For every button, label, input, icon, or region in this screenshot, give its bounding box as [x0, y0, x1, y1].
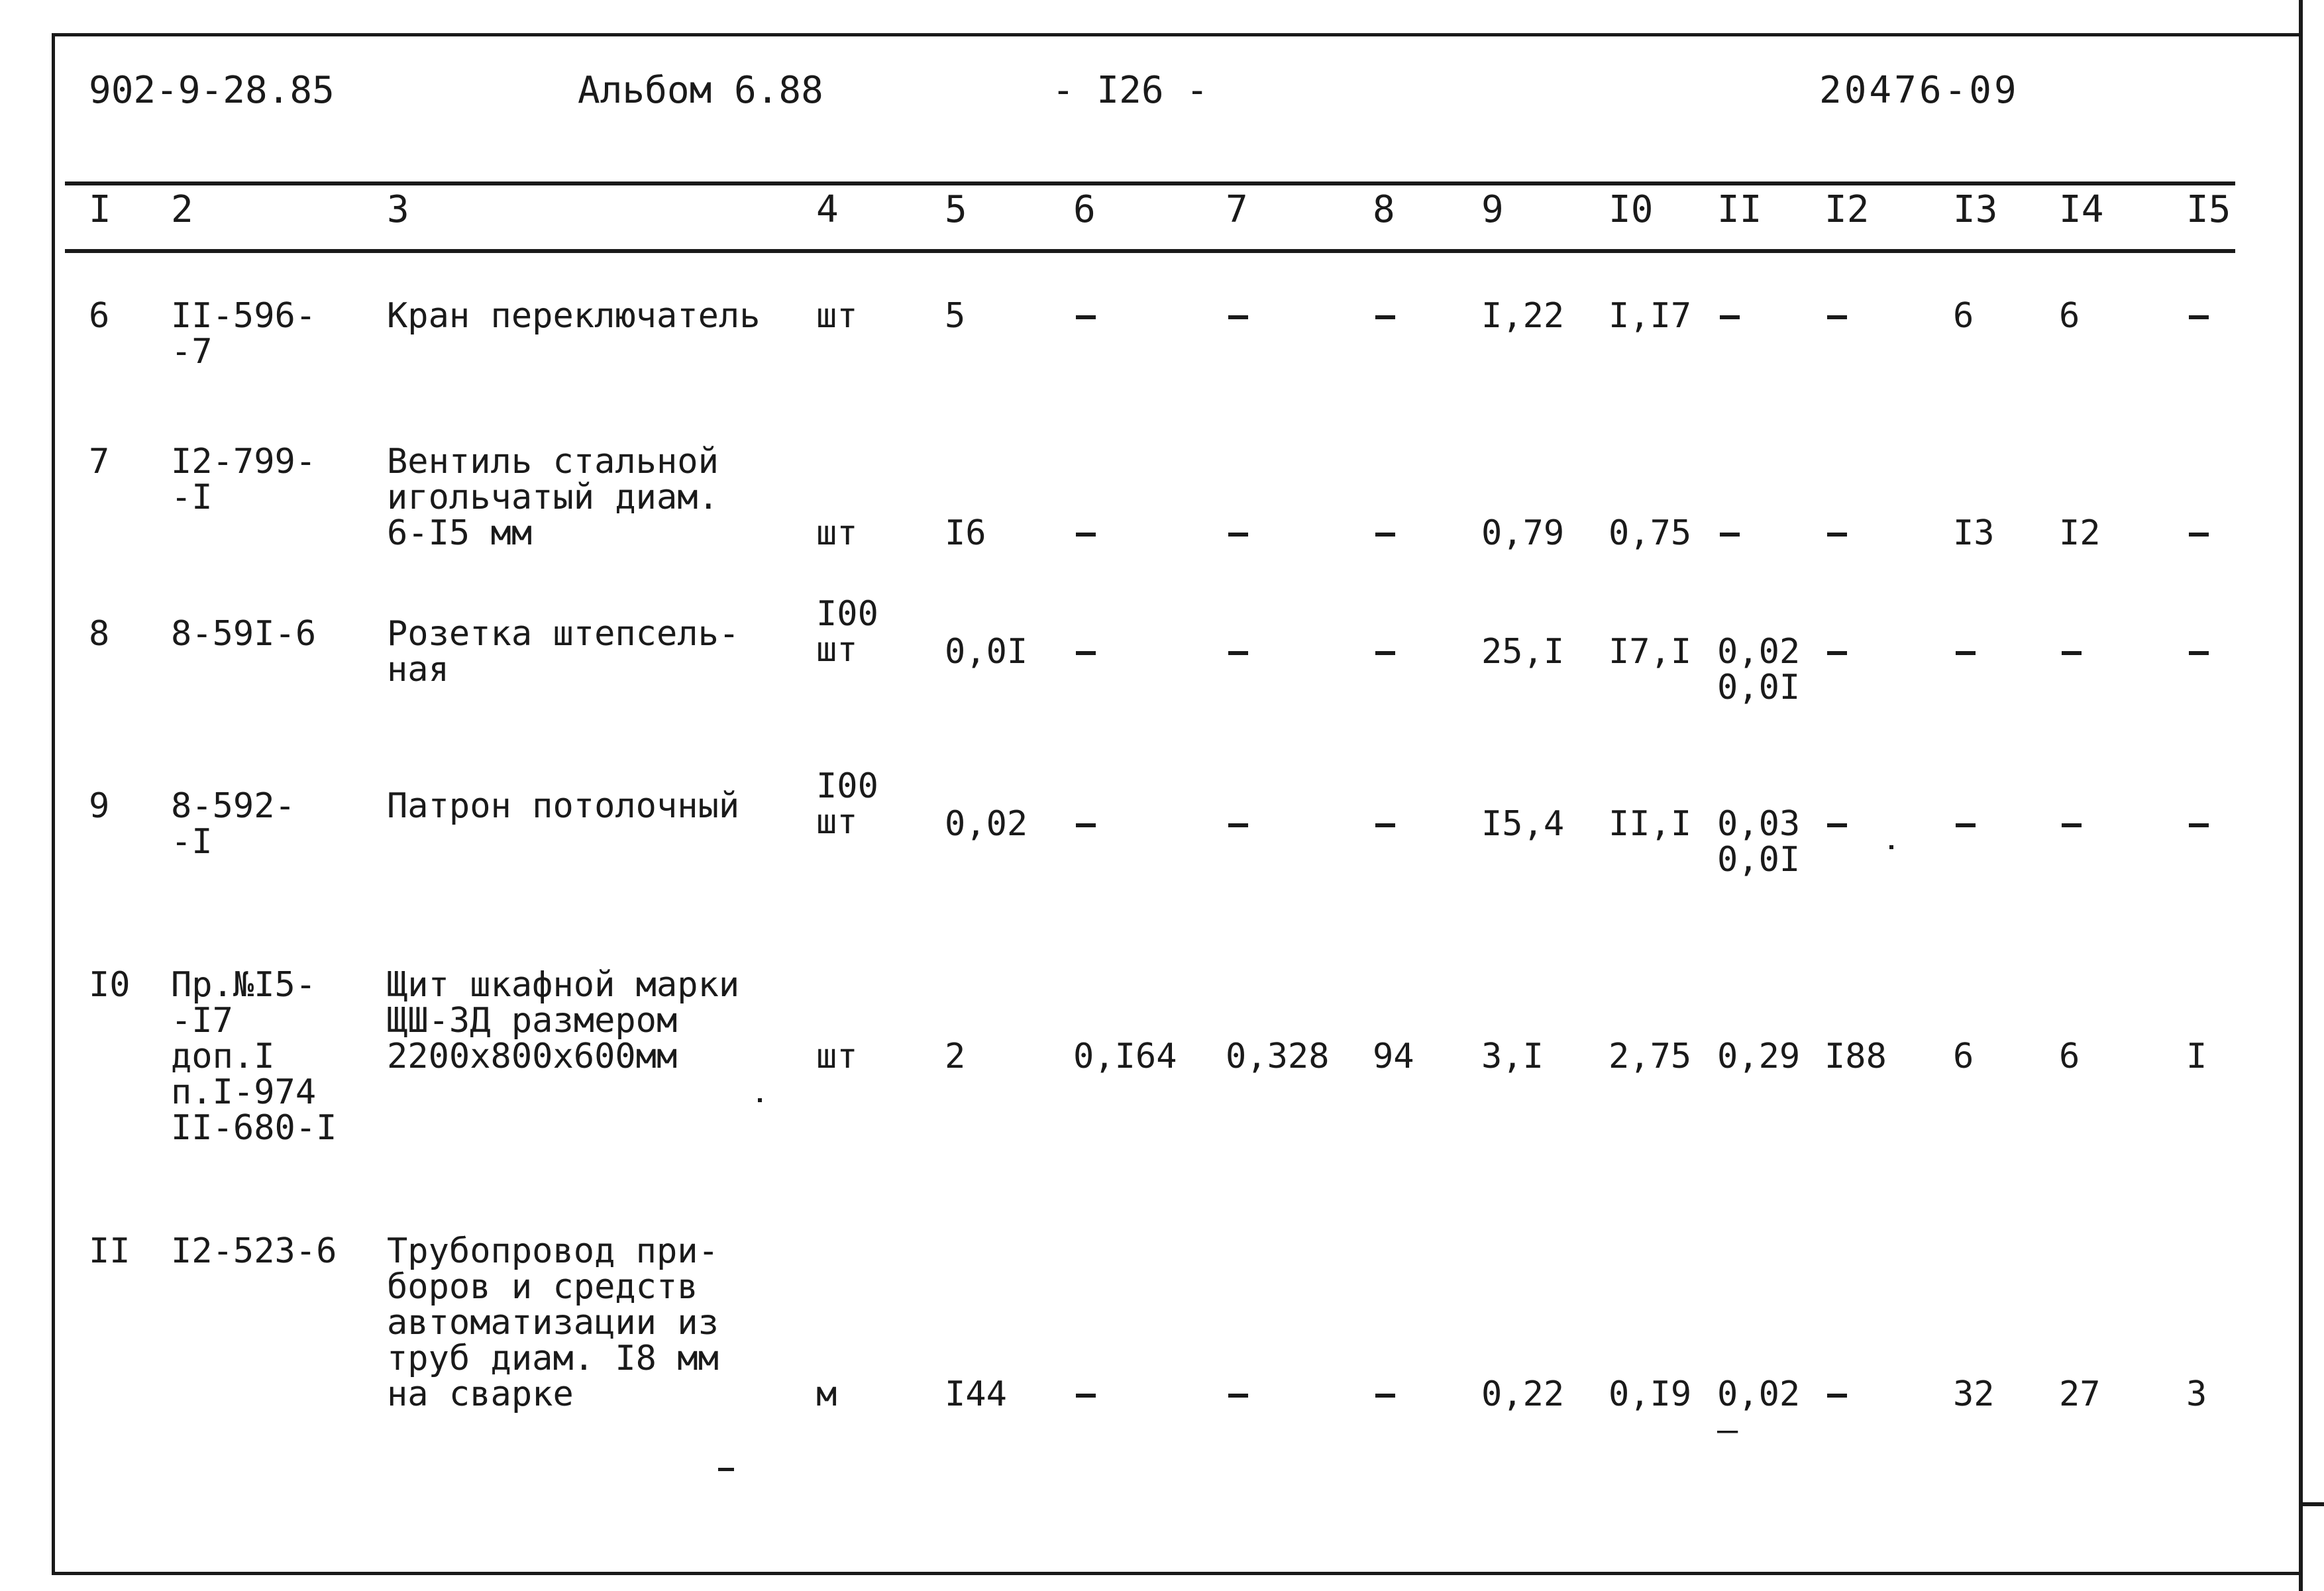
cell-dash	[1228, 1394, 1248, 1398]
cell-row-number: II	[89, 1231, 131, 1271]
cell-quantity: 2	[945, 1037, 966, 1076]
column-number-13: I3	[1953, 188, 1998, 231]
cell-col-9: I5,4	[1481, 804, 1565, 844]
cell-dash	[2189, 315, 2209, 319]
cell-col-14: I2	[2059, 513, 2101, 553]
cell-quantity: 0,02	[945, 804, 1028, 844]
cell-dash	[1076, 533, 1096, 537]
column-number-1: I	[89, 188, 111, 231]
cell-col-10: 0,I9	[1609, 1374, 1692, 1414]
page-edge-tick	[2301, 1502, 2324, 1506]
cell-col-10: I7,I	[1609, 632, 1692, 672]
cell-dash	[1375, 651, 1395, 655]
cell-col-13: 32	[1953, 1374, 1995, 1414]
cell-dash	[2062, 651, 2082, 655]
cell-quantity: I6	[945, 513, 986, 553]
cell-row-number: 7	[89, 442, 110, 482]
cell-dash	[1228, 533, 1248, 537]
cell-col-10: II,I	[1609, 804, 1692, 844]
cell-dash	[1228, 823, 1248, 827]
cell-unit: м	[816, 1374, 837, 1414]
cell-unit: шт	[816, 1037, 858, 1076]
cell-quantity: 5	[945, 296, 966, 336]
cell-col-9: 3,I	[1481, 1037, 1544, 1076]
column-number-3: 3	[387, 188, 409, 231]
cell-dash	[1956, 823, 1976, 827]
cell-row-number: I0	[89, 965, 131, 1005]
cell-col-10: 2,75	[1609, 1037, 1692, 1076]
cell-dash	[2189, 651, 2209, 655]
cell-norm-code: I2-523-6	[171, 1231, 337, 1271]
cell-dash	[1076, 823, 1096, 827]
column-number-15: I5	[2186, 188, 2231, 231]
cell-unit: I00 шт	[816, 594, 878, 670]
page-number: - I26 -	[1052, 69, 1209, 112]
cell-dash	[1375, 1394, 1395, 1398]
doc-code: 902-9-28.85	[89, 69, 335, 112]
cell-work-name: Щит шкафной марки ЩШ-3Д размером 2200х800х600мм	[387, 965, 740, 1076]
cell-col-14: 6	[2059, 296, 2080, 336]
cell-norm-code: Пр.№I5- -I7 доп.I п.I-974 II-680-I	[171, 965, 337, 1148]
column-number-14: I4	[2059, 188, 2104, 231]
cell-work-name: Вентиль стальной игольчатый диам. 6-I5 мм	[387, 442, 719, 553]
cell-dash	[2189, 533, 2209, 537]
cell-col-11: 0,29	[1717, 1037, 1801, 1076]
cell-dash	[1827, 315, 1847, 319]
column-number-11: II	[1717, 188, 1762, 231]
cell-dash	[1827, 651, 1847, 655]
column-number-10: I0	[1609, 188, 1654, 231]
cell-dash	[2189, 823, 2209, 827]
cell-col-7: 0,328	[1226, 1037, 1330, 1076]
column-number-8: 8	[1373, 188, 1395, 231]
cell-work-name: Кран переключатель	[387, 296, 761, 336]
cell-dash	[1827, 1394, 1847, 1398]
cell-col-14: 27	[2059, 1374, 2101, 1414]
column-number-12: I2	[1824, 188, 1870, 231]
cell-work-name: Розетка штепсель- ная	[387, 614, 740, 690]
cell-norm-code: 8-59I-6	[171, 614, 317, 654]
cell-dash	[1827, 823, 1847, 827]
doc-number: 20476-09	[1819, 69, 2019, 112]
column-number-6: 6	[1073, 188, 1096, 231]
cell-col-13: 6	[1953, 296, 1974, 336]
cell-quantity: 0,0I	[945, 632, 1028, 672]
cell-col-15: I	[2186, 1037, 2207, 1076]
cell-norm-code: II-596- -7	[171, 296, 317, 372]
cell-work-name: Патрон потолочный	[387, 786, 740, 826]
column-number-7: 7	[1226, 188, 1248, 231]
cell-col-11: 0,03 0,0I	[1717, 804, 1801, 880]
cell-row-number: 6	[89, 296, 110, 336]
cell-norm-code: 8-592- -I	[171, 786, 295, 862]
cell-row-number: 9	[89, 786, 110, 826]
cell-unit: шт	[816, 513, 858, 553]
cell-dash	[1375, 823, 1395, 827]
cell-dash	[1076, 651, 1096, 655]
column-number-5: 5	[945, 188, 967, 231]
cell-col-9: 0,79	[1481, 513, 1565, 553]
cell-dash	[1076, 1394, 1096, 1398]
header-top-rule	[65, 181, 2235, 185]
cell-unit: шт	[816, 296, 858, 336]
cell-col-10: 0,75	[1609, 513, 1692, 553]
cell-dash	[1375, 533, 1395, 537]
cell-row-number: 8	[89, 614, 110, 654]
column-number-9: 9	[1481, 188, 1504, 231]
cell-col-13: 6	[1953, 1037, 1974, 1076]
cell-col-8: 94	[1373, 1037, 1414, 1076]
cell-dash	[1375, 315, 1395, 319]
cell-col-13: I3	[1953, 513, 1995, 553]
page-edge-rule	[2299, 0, 2303, 1591]
cell-dash	[1228, 651, 1248, 655]
cell-dash	[2062, 823, 2082, 827]
cell-work-name: Трубопровод при- боров и средств автоматизации из труб диам. I8 мм на сварке	[387, 1231, 719, 1414]
scan-speck	[758, 1098, 762, 1102]
header-bottom-rule	[65, 249, 2235, 253]
scan-speck	[1889, 845, 1893, 849]
cell-col-9: I,22	[1481, 296, 1565, 336]
cell-dash	[1228, 315, 1248, 319]
scan-speck	[718, 1468, 734, 1471]
cell-col-12: I88	[1824, 1037, 1887, 1076]
cell-dash	[1720, 533, 1740, 537]
cell-col-11: 0,02 0,0I	[1717, 632, 1801, 707]
cell-col-10: I,I7	[1609, 296, 1692, 336]
cell-quantity: I44	[945, 1374, 1007, 1414]
cell-col-11: 0,02 –	[1717, 1374, 1801, 1450]
column-number-2: 2	[171, 188, 193, 231]
column-number-4: 4	[816, 188, 839, 231]
cell-col-6: 0,I64	[1073, 1037, 1177, 1076]
cell-norm-code: I2-799- -I	[171, 442, 317, 517]
cell-dash	[1827, 533, 1847, 537]
cell-col-15: 3	[2186, 1374, 2207, 1414]
cell-dash	[1720, 315, 1740, 319]
cell-col-9: 25,I	[1481, 632, 1565, 672]
cell-col-9: 0,22	[1481, 1374, 1565, 1414]
cell-dash	[1956, 651, 1976, 655]
cell-dash	[1076, 315, 1096, 319]
cell-col-14: 6	[2059, 1037, 2080, 1076]
album-number: Альбом 6.88	[578, 69, 823, 112]
cell-unit: I00 шт	[816, 766, 878, 842]
